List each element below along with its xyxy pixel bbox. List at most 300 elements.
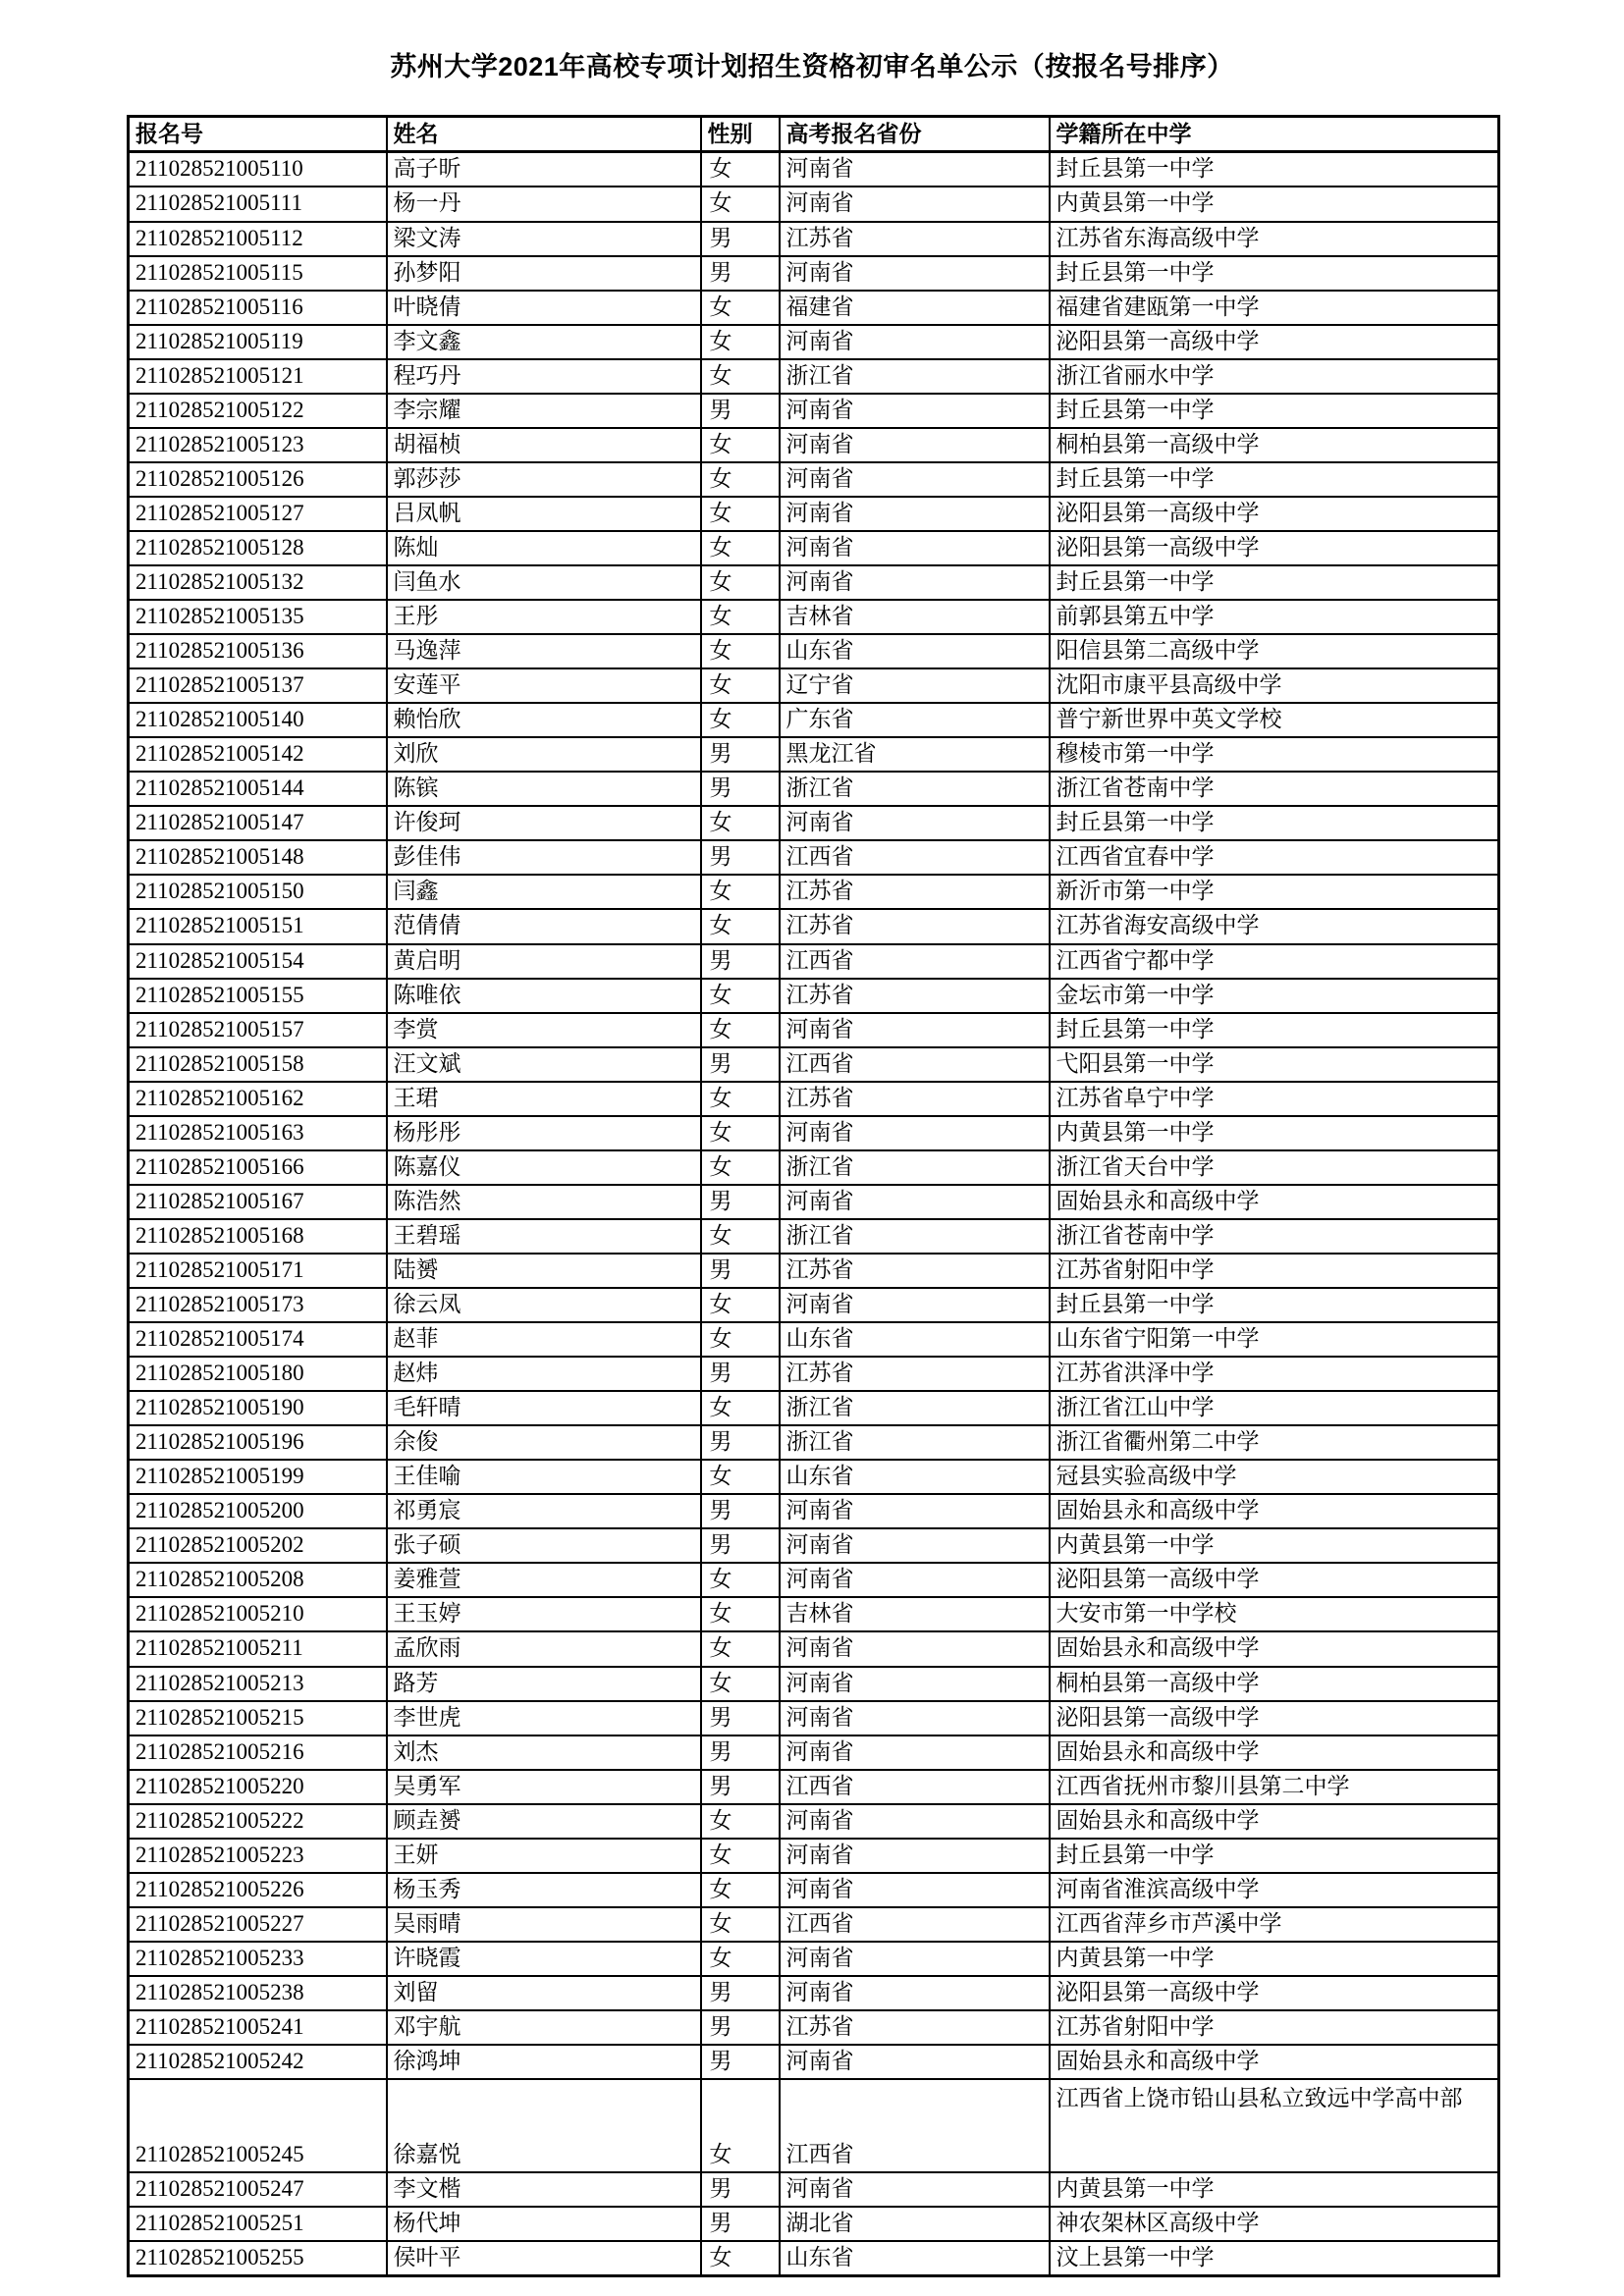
cell-prov: 浙江省 xyxy=(780,1425,1050,1460)
cell-name: 汪文斌 xyxy=(387,1047,701,1082)
cell-id: 211028521005155 xyxy=(129,979,387,1013)
table-row xyxy=(129,1873,1499,1907)
cell-name: 徐鸿坤 xyxy=(387,2045,701,2079)
cell-name: 李文鑫 xyxy=(387,325,701,359)
table-row xyxy=(129,1942,1499,1976)
cell-name: 孟欣雨 xyxy=(387,1631,701,1666)
cell-sex: 男 xyxy=(701,2172,780,2207)
cell-prov: 河南省 xyxy=(780,565,1050,600)
cell-school: 山东省宁阳第一中学 xyxy=(1050,1322,1499,1357)
cell-school: 封丘县第一中学 xyxy=(1050,462,1499,497)
cell-name: 闫鑫 xyxy=(387,875,701,909)
cell-id: 211028521005255 xyxy=(129,2241,387,2276)
cell-id: 211028521005127 xyxy=(129,497,387,531)
table-header-row xyxy=(129,117,1499,152)
cell-school: 新沂市第一中学 xyxy=(1050,875,1499,909)
cell-prov: 河南省 xyxy=(780,1494,1050,1528)
table-row xyxy=(129,875,1499,909)
cell-sex: 女 xyxy=(701,703,780,737)
cell-sex: 女 xyxy=(701,600,780,634)
cell-id: 211028521005122 xyxy=(129,394,387,428)
cell-name: 王妍 xyxy=(387,1839,701,1873)
cell-school: 浙江省苍南中学 xyxy=(1050,772,1499,806)
cell-school: 封丘县第一中学 xyxy=(1050,1288,1499,1322)
cell-prov: 河南省 xyxy=(780,1839,1050,1873)
cell-name: 余俊 xyxy=(387,1425,701,1460)
cell-name: 彭佳伟 xyxy=(387,840,701,875)
cell-id: 211028521005220 xyxy=(129,1770,387,1804)
cell-name: 杨一丹 xyxy=(387,187,701,221)
cell-prov: 浙江省 xyxy=(780,772,1050,806)
cell-id: 211028521005112 xyxy=(129,222,387,256)
cell-prov: 江西省 xyxy=(780,1907,1050,1942)
cell-id: 211028521005116 xyxy=(129,291,387,325)
table-row xyxy=(129,840,1499,875)
cell-sex: 女 xyxy=(701,1288,780,1322)
cell-prov: 江苏省 xyxy=(780,1357,1050,1391)
cell-id: 211028521005196 xyxy=(129,1425,387,1460)
table-row xyxy=(129,1254,1499,1288)
cell-school: 内黄县第一中学 xyxy=(1050,187,1499,221)
cell-sex: 女 xyxy=(701,1013,780,1047)
cell-id: 211028521005200 xyxy=(129,1494,387,1528)
cell-sex: 女 xyxy=(701,1873,780,1907)
table-row xyxy=(129,703,1499,737)
cell-name: 王碧瑶 xyxy=(387,1219,701,1254)
table-row xyxy=(129,1460,1499,1494)
cell-sex: 女 xyxy=(701,1804,780,1839)
cell-id: 211028521005241 xyxy=(129,2010,387,2045)
cell-id: 211028521005115 xyxy=(129,256,387,291)
table-row xyxy=(129,1082,1499,1116)
cell-prov: 河南省 xyxy=(780,1735,1050,1770)
cell-prov: 河南省 xyxy=(780,462,1050,497)
table-row xyxy=(129,737,1499,772)
cell-school: 封丘县第一中学 xyxy=(1050,565,1499,600)
cell-sex: 男 xyxy=(701,2010,780,2045)
cell-school: 封丘县第一中学 xyxy=(1050,1013,1499,1047)
table-row xyxy=(129,1047,1499,1082)
cell-id: 211028521005119 xyxy=(129,325,387,359)
cell-prov: 江西省 xyxy=(780,840,1050,875)
cell-id: 211028521005154 xyxy=(129,944,387,979)
cell-sex: 女 xyxy=(701,1219,780,1254)
cell-sex: 女 xyxy=(701,1667,780,1701)
table-row xyxy=(129,291,1499,325)
cell-school: 弋阳县第一中学 xyxy=(1050,1047,1499,1082)
cell-school: 前郭县第五中学 xyxy=(1050,600,1499,634)
table-row xyxy=(129,1770,1499,1804)
applicant-roster-table xyxy=(127,115,1500,2277)
cell-school: 浙江省江山中学 xyxy=(1050,1391,1499,1425)
cell-name: 高子昕 xyxy=(387,152,701,187)
table-header xyxy=(129,117,1499,152)
table-row xyxy=(129,1597,1499,1631)
cell-sex: 女 xyxy=(701,1082,780,1116)
cell-school: 江苏省阜宁中学 xyxy=(1050,1082,1499,1116)
table-row xyxy=(129,806,1499,840)
cell-school: 普宁新世界中英文学校 xyxy=(1050,703,1499,737)
cell-prov: 江苏省 xyxy=(780,1082,1050,1116)
table-row xyxy=(129,531,1499,565)
cell-prov: 山东省 xyxy=(780,1460,1050,1494)
cell-prov: 河南省 xyxy=(780,806,1050,840)
cell-sex: 男 xyxy=(701,1528,780,1563)
cell-school: 封丘县第一中学 xyxy=(1050,1839,1499,1873)
cell-sex: 男 xyxy=(701,256,780,291)
cell-school: 内黄县第一中学 xyxy=(1050,2172,1499,2207)
cell-id: 211028521005174 xyxy=(129,1322,387,1357)
cell-id: 211028521005245 xyxy=(129,2079,387,2172)
cell-id: 211028521005150 xyxy=(129,875,387,909)
cell-school: 固始县永和高级中学 xyxy=(1050,1804,1499,1839)
table-row xyxy=(129,1528,1499,1563)
cell-id: 211028521005158 xyxy=(129,1047,387,1082)
cell-prov: 浙江省 xyxy=(780,1391,1050,1425)
cell-school: 浙江省苍南中学 xyxy=(1050,1219,1499,1254)
cell-id: 211028521005215 xyxy=(129,1701,387,1735)
cell-id: 211028521005142 xyxy=(129,737,387,772)
cell-prov: 江西省 xyxy=(780,944,1050,979)
cell-sex: 男 xyxy=(701,2045,780,2079)
cell-name: 刘杰 xyxy=(387,1735,701,1770)
cell-school: 泌阳县第一高级中学 xyxy=(1050,531,1499,565)
cell-prov: 广东省 xyxy=(780,703,1050,737)
cell-school: 江苏省洪泽中学 xyxy=(1050,1357,1499,1391)
cell-id: 211028521005238 xyxy=(129,1976,387,2010)
cell-school: 泌阳县第一高级中学 xyxy=(1050,1563,1499,1597)
cell-prov: 江西省 xyxy=(780,1047,1050,1082)
cell-id: 211028521005222 xyxy=(129,1804,387,1839)
cell-prov: 河南省 xyxy=(780,1667,1050,1701)
cell-name: 刘留 xyxy=(387,1976,701,2010)
cell-school: 汶上县第一中学 xyxy=(1050,2241,1499,2276)
cell-id: 211028521005140 xyxy=(129,703,387,737)
cell-prov: 辽宁省 xyxy=(780,668,1050,703)
cell-name: 陈嘉仪 xyxy=(387,1150,701,1185)
table-row xyxy=(129,1976,1499,2010)
cell-id: 211028521005148 xyxy=(129,840,387,875)
table-row xyxy=(129,1425,1499,1460)
cell-sex: 女 xyxy=(701,428,780,462)
cell-prov: 山东省 xyxy=(780,2241,1050,2276)
cell-name: 许晓霞 xyxy=(387,1942,701,1976)
cell-name: 李宗耀 xyxy=(387,394,701,428)
table-row xyxy=(129,1735,1499,1770)
cell-prov: 河南省 xyxy=(780,152,1050,187)
cell-school: 江西省宜春中学 xyxy=(1050,840,1499,875)
cell-prov: 浙江省 xyxy=(780,1150,1050,1185)
cell-id: 211028521005199 xyxy=(129,1460,387,1494)
cell-prov: 河南省 xyxy=(780,1563,1050,1597)
cell-name: 郭莎莎 xyxy=(387,462,701,497)
cell-sex: 女 xyxy=(701,1322,780,1357)
cell-school: 阳信县第二高级中学 xyxy=(1050,634,1499,668)
cell-id: 211028521005163 xyxy=(129,1116,387,1150)
cell-id: 211028521005208 xyxy=(129,1563,387,1597)
cell-prov: 河南省 xyxy=(780,1116,1050,1150)
cell-prov: 河南省 xyxy=(780,531,1050,565)
cell-name: 杨玉秀 xyxy=(387,1873,701,1907)
cell-sex: 男 xyxy=(701,1425,780,1460)
cell-prov: 江苏省 xyxy=(780,979,1050,1013)
cell-sex: 女 xyxy=(701,462,780,497)
cell-id: 211028521005136 xyxy=(129,634,387,668)
cell-sex: 女 xyxy=(701,152,780,187)
cell-name: 马逸萍 xyxy=(387,634,701,668)
cell-prov: 河南省 xyxy=(780,428,1050,462)
cell-name: 徐云凤 xyxy=(387,1288,701,1322)
cell-school: 固始县永和高级中学 xyxy=(1050,1185,1499,1219)
cell-sex: 女 xyxy=(701,1907,780,1942)
cell-id: 211028521005135 xyxy=(129,600,387,634)
table-body xyxy=(129,152,1499,2276)
cell-name: 程巧丹 xyxy=(387,359,701,394)
cell-prov: 河南省 xyxy=(780,1631,1050,1666)
table-row xyxy=(129,1288,1499,1322)
cell-name: 顾垚赟 xyxy=(387,1804,701,1839)
table-row xyxy=(129,979,1499,1013)
cell-sex: 女 xyxy=(701,1839,780,1873)
cell-name: 毛轩晴 xyxy=(387,1391,701,1425)
table-row xyxy=(129,668,1499,703)
cell-id: 211028521005121 xyxy=(129,359,387,394)
table-row xyxy=(129,1013,1499,1047)
table-row xyxy=(129,1563,1499,1597)
cell-sex: 女 xyxy=(701,909,780,943)
cell-school: 浙江省衢州第二中学 xyxy=(1050,1425,1499,1460)
cell-school: 泌阳县第一高级中学 xyxy=(1050,1976,1499,2010)
cell-id: 211028521005247 xyxy=(129,2172,387,2207)
cell-sex: 女 xyxy=(701,1563,780,1597)
cell-name: 王珺 xyxy=(387,1082,701,1116)
roster-table-container xyxy=(127,82,1497,2277)
table-row xyxy=(129,187,1499,221)
cell-school: 江西省宁都中学 xyxy=(1050,944,1499,979)
cell-sex: 男 xyxy=(701,1185,780,1219)
cell-school: 内黄县第一中学 xyxy=(1050,1942,1499,1976)
cell-id: 211028521005171 xyxy=(129,1254,387,1288)
cell-school: 固始县永和高级中学 xyxy=(1050,2045,1499,2079)
table-row xyxy=(129,1494,1499,1528)
cell-school: 固始县永和高级中学 xyxy=(1050,1631,1499,1666)
table-row xyxy=(129,2045,1499,2079)
cell-name: 吴雨晴 xyxy=(387,1907,701,1942)
cell-sex: 女 xyxy=(701,634,780,668)
cell-sex: 女 xyxy=(701,668,780,703)
cell-prov: 河南省 xyxy=(780,1942,1050,1976)
cell-name: 叶晓倩 xyxy=(387,291,701,325)
table-row xyxy=(129,2241,1499,2276)
cell-id: 211028521005226 xyxy=(129,1873,387,1907)
table-row xyxy=(129,1322,1499,1357)
cell-sex: 女 xyxy=(701,565,780,600)
cell-sex: 女 xyxy=(701,187,780,221)
column-header-registration-number: 报名号 xyxy=(129,117,387,152)
cell-school: 江苏省东海高级中学 xyxy=(1050,222,1499,256)
table-row xyxy=(129,909,1499,943)
cell-name: 杨彤彤 xyxy=(387,1116,701,1150)
cell-id: 211028521005162 xyxy=(129,1082,387,1116)
cell-school: 泌阳县第一高级中学 xyxy=(1050,325,1499,359)
cell-prov: 河南省 xyxy=(780,1804,1050,1839)
cell-prov: 河南省 xyxy=(780,256,1050,291)
cell-prov: 河南省 xyxy=(780,2172,1050,2207)
cell-sex: 男 xyxy=(701,1494,780,1528)
cell-name: 侯叶平 xyxy=(387,2241,701,2276)
cell-name: 赵炜 xyxy=(387,1357,701,1391)
cell-prov: 河南省 xyxy=(780,325,1050,359)
cell-name: 安莲平 xyxy=(387,668,701,703)
cell-prov: 浙江省 xyxy=(780,1219,1050,1254)
cell-school: 江苏省海安高级中学 xyxy=(1050,909,1499,943)
cell-prov: 江苏省 xyxy=(780,1254,1050,1288)
cell-name: 李世虎 xyxy=(387,1701,701,1735)
cell-school: 江苏省射阳中学 xyxy=(1050,1254,1499,1288)
table-row xyxy=(129,2010,1499,2045)
cell-name: 刘欣 xyxy=(387,737,701,772)
cell-school: 内黄县第一中学 xyxy=(1050,1116,1499,1150)
column-header-name: 姓名 xyxy=(387,117,701,152)
table-row xyxy=(129,1667,1499,1701)
table-row xyxy=(129,1185,1499,1219)
cell-sex: 男 xyxy=(701,1357,780,1391)
cell-school: 冠县实验高级中学 xyxy=(1050,1460,1499,1494)
cell-id: 211028521005251 xyxy=(129,2207,387,2241)
cell-school: 江苏省射阳中学 xyxy=(1050,2010,1499,2045)
cell-id: 211028521005137 xyxy=(129,668,387,703)
cell-sex: 男 xyxy=(701,772,780,806)
cell-prov: 黑龙江省 xyxy=(780,737,1050,772)
cell-sex: 女 xyxy=(701,1150,780,1185)
cell-prov: 山东省 xyxy=(780,1322,1050,1357)
cell-school: 封丘县第一中学 xyxy=(1050,152,1499,187)
cell-prov: 河南省 xyxy=(780,1873,1050,1907)
table-row xyxy=(129,1357,1499,1391)
table-row xyxy=(129,1839,1499,1873)
cell-id: 211028521005223 xyxy=(129,1839,387,1873)
cell-prov: 河南省 xyxy=(780,1701,1050,1735)
cell-name: 陆赟 xyxy=(387,1254,701,1288)
cell-school: 泌阳县第一高级中学 xyxy=(1050,497,1499,531)
cell-sex: 女 xyxy=(701,1391,780,1425)
cell-name: 徐嘉悦 xyxy=(387,2079,701,2172)
cell-school: 大安市第一中学校 xyxy=(1050,1597,1499,1631)
cell-sex: 男 xyxy=(701,2207,780,2241)
cell-id: 211028521005190 xyxy=(129,1391,387,1425)
cell-id: 211028521005233 xyxy=(129,1942,387,1976)
cell-sex: 女 xyxy=(701,325,780,359)
table-row xyxy=(129,565,1499,600)
cell-name: 王佳喻 xyxy=(387,1460,701,1494)
cell-sex: 女 xyxy=(701,806,780,840)
table-row xyxy=(129,462,1499,497)
cell-prov: 河南省 xyxy=(780,394,1050,428)
cell-name: 杨代坤 xyxy=(387,2207,701,2241)
table-row xyxy=(129,394,1499,428)
cell-school: 封丘县第一中学 xyxy=(1050,256,1499,291)
cell-prov: 河南省 xyxy=(780,2045,1050,2079)
cell-name: 李赏 xyxy=(387,1013,701,1047)
cell-sex: 女 xyxy=(701,291,780,325)
cell-name: 陈唯依 xyxy=(387,979,701,1013)
cell-name: 赖怡欣 xyxy=(387,703,701,737)
cell-id: 211028521005227 xyxy=(129,1907,387,1942)
table-row xyxy=(129,222,1499,256)
page-title: 苏州大学2021年高校专项计划招生资格初审名单公示（按报名号排序） xyxy=(390,52,1234,81)
column-header-school: 学籍所在中学 xyxy=(1050,117,1499,152)
cell-school: 沈阳市康平县高级中学 xyxy=(1050,668,1499,703)
cell-sex: 女 xyxy=(701,1116,780,1150)
cell-prov: 湖北省 xyxy=(780,2207,1050,2241)
cell-name: 邓宇航 xyxy=(387,2010,701,2045)
cell-name: 范倩倩 xyxy=(387,909,701,943)
cell-school: 封丘县第一中学 xyxy=(1050,806,1499,840)
cell-sex: 男 xyxy=(701,1254,780,1288)
table-row xyxy=(129,359,1499,394)
cell-prov: 吉林省 xyxy=(780,600,1050,634)
cell-prov: 河南省 xyxy=(780,1528,1050,1563)
cell-name: 吕凤帆 xyxy=(387,497,701,531)
cell-sex: 女 xyxy=(701,531,780,565)
cell-id: 211028521005213 xyxy=(129,1667,387,1701)
table-row xyxy=(129,944,1499,979)
cell-school: 桐柏县第一高级中学 xyxy=(1050,428,1499,462)
cell-id: 211028521005166 xyxy=(129,1150,387,1185)
cell-name: 黄启明 xyxy=(387,944,701,979)
cell-name: 孙梦阳 xyxy=(387,256,701,291)
cell-id: 211028521005210 xyxy=(129,1597,387,1631)
table-row xyxy=(129,1219,1499,1254)
cell-sex: 女 xyxy=(701,2079,780,2172)
cell-sex: 男 xyxy=(701,1770,780,1804)
cell-prov: 福建省 xyxy=(780,291,1050,325)
cell-name: 陈灿 xyxy=(387,531,701,565)
cell-school: 泌阳县第一高级中学 xyxy=(1050,1701,1499,1735)
cell-school: 金坛市第一中学 xyxy=(1050,979,1499,1013)
cell-sex: 男 xyxy=(701,737,780,772)
cell-id: 211028521005144 xyxy=(129,772,387,806)
table-row xyxy=(129,1701,1499,1735)
cell-prov: 江苏省 xyxy=(780,2010,1050,2045)
table-row xyxy=(129,1907,1499,1942)
cell-name: 陈镔 xyxy=(387,772,701,806)
cell-id: 211028521005151 xyxy=(129,909,387,943)
cell-sex: 男 xyxy=(701,1701,780,1735)
table-row xyxy=(129,325,1499,359)
cell-school: 神农架林区高级中学 xyxy=(1050,2207,1499,2241)
cell-id: 211028521005128 xyxy=(129,531,387,565)
cell-id: 211028521005180 xyxy=(129,1357,387,1391)
cell-name: 姜雅萱 xyxy=(387,1563,701,1597)
table-row xyxy=(129,2172,1499,2207)
cell-name: 张子硕 xyxy=(387,1528,701,1563)
table-row xyxy=(129,1391,1499,1425)
cell-sex: 男 xyxy=(701,944,780,979)
cell-sex: 女 xyxy=(701,979,780,1013)
cell-prov: 江苏省 xyxy=(780,875,1050,909)
cell-prov: 河南省 xyxy=(780,1185,1050,1219)
cell-sex: 女 xyxy=(701,2241,780,2276)
cell-name: 赵菲 xyxy=(387,1322,701,1357)
cell-school: 江西省萍乡市芦溪中学 xyxy=(1050,1907,1499,1942)
cell-id: 211028521005202 xyxy=(129,1528,387,1563)
cell-name: 许俊珂 xyxy=(387,806,701,840)
cell-prov: 江西省 xyxy=(780,1770,1050,1804)
cell-id: 211028521005147 xyxy=(129,806,387,840)
cell-prov: 江苏省 xyxy=(780,222,1050,256)
cell-id: 211028521005211 xyxy=(129,1631,387,1666)
